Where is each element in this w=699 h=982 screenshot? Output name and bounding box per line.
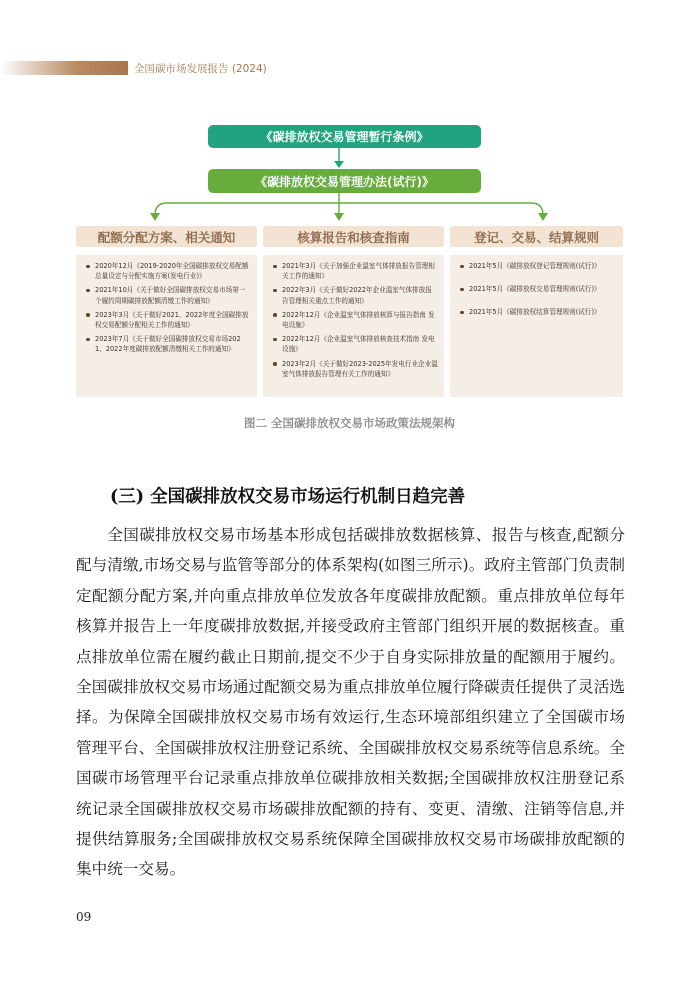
section-title: (三) 全国碳排放权交易市场运行机制日趋完善 [110, 487, 466, 507]
page-number: 09 [76, 910, 92, 924]
column-body-rules [450, 255, 623, 397]
list-item: 2021年5月《碳排放权交易管理规则(试行)》 [459, 284, 617, 294]
list-item: 2020年12月《2019-2020年全国碳排放权交易配额总量设定与分配实施方案(发电行业)》 [85, 261, 251, 281]
list-item: 2023年7月《关于做好全国碳排放权交易市场2021、2022年度碳排放配额清缴相关工作的通知》 [85, 334, 251, 354]
list-item: 2021年5月《碳排放权结算管理规则(试行)》 [459, 307, 617, 317]
list-item: 2023年3月《关于做好2021、2022年度全国碳排放权交易配额分配相关工作的通知》 [85, 310, 251, 330]
list-item: 2021年5月《碳排放权登记管理规则(试行)》 [459, 261, 617, 271]
body-paragraph: 全国碳排放权交易市场基本形成包括碳排放数据核算、报告与核查,配额分配与清缴,市场交易与监管等部分的体系架构(如图三所示)。政府主管部门负责制定配额分配方案,并向重点排放单位发放各年度碳排放配额。重点排放单位每年核算并报告上一年度碳排放数据,并接受政府主管部门组织开展的数据核查。重点排放单位需在履约截止日期前,提交不少于自身实际排放量的配额用于履约。全国碳排放权交易市场通过配额交易为重点排放单位履行降碳责任提供了灵活选择。为保障全国碳排放权交易市场有效运行,生态环境部组织建立了全国碳市场管理平台、全国碳排放权注册登记系统、全国碳排放权交易系统等信息系统。全国碳市场管理平台记录重点排放单位碳排放相关数据;全国碳排放权注册登记系统记录全国碳排放权交易市场碳排放配额的持有、变更、清缴、注销等信息,并提供结算服务;全国碳排放权交易系统保障全国碳排放权交易市场碳排放配额的集中统一交易。 [76, 526, 625, 879]
list-item: 2022年12月《企业温室气体排放核查技术指南 发电设施》 [272, 334, 438, 354]
regulation-box: 《碳排放权交易管理暂行条例》 [208, 125, 481, 148]
column-body-reporting [263, 255, 444, 397]
figure-caption: 图二 全国碳排放权交易市场政策法规架构 [243, 416, 455, 430]
column-header-reporting: 核算报告和核查指南 [263, 226, 444, 247]
list-item: 2021年3月《关于加强企业温室气体排放报告管理相关工作的通知》 [272, 261, 438, 281]
list-item: 2022年12月《企业温室气体排放核算与报告指南 发电设施》 [272, 310, 438, 330]
list-item: 2023年2月《关于做好2023-2025年发电行业企业温室气体排放报告管理有关工作的通知》 [272, 359, 438, 379]
column-header-rules: 登记、交易、结算规则 [450, 226, 623, 247]
column-header-quota: 配额分配方案、相关通知 [76, 226, 257, 247]
column-body-quota [76, 255, 257, 397]
list-item: 2021年10月《关于做好全国碳排放权交易市场第一个履约周期碳排放配额清缴工作的通知》 [85, 285, 251, 305]
header-title: 全国碳市场发展报告 (2024) [134, 63, 267, 75]
list-item: 2022年3月《关于做好2022年企业温室气体排放报告管理相关重点工作的通知》 [272, 285, 438, 305]
measures-box: 《碳排放权交易管理办法(试行)》 [208, 169, 481, 193]
